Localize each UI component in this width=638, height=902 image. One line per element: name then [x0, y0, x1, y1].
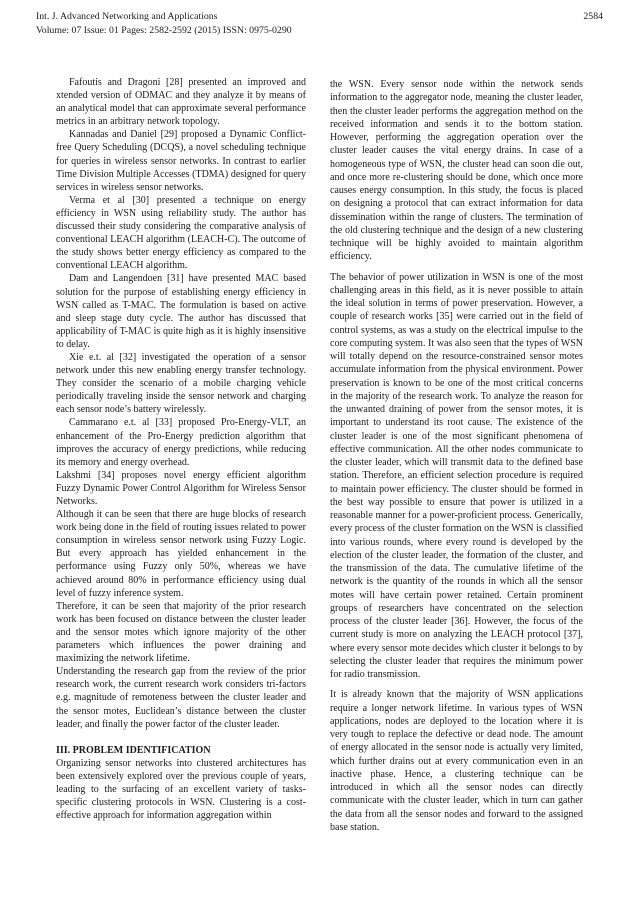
paragraph: Understanding the research gap from the review of the prior research work, the current research work considers tri-factors e.g. magnitude of remoteness between the cluster leader and the sensor motes, Euclidean’s distance between the cluster leader, and finally the power factor of the cluster leader. — [56, 666, 306, 730]
paragraph: Dam and Langendoen [31] have presented MAC based solution for the purpose of establishing energy efficiency in WSN called as T-MAC. The formulation is based on active and sleep stage duty cycle. The author has discussed that applicability of T-MAC is quite high as it is highly insensitive to delay. — [56, 273, 306, 350]
paragraph: Xie e.t. al [32] investigated the operation of a sensor network under this new enabling energy transfer technology. They consider the scenario of a mobile charging vehicle periodically traveling inside the sensor network and charging each sensor node’s battery wirelessly. — [56, 351, 306, 416]
volume-line: Volume: 07 Issue: 01 Pages: 2582-2592 (2015) ISSN: 0975-0290 — [36, 25, 292, 36]
paragraph: Cammarano e.t. al [33] proposed Pro-Energy-VLT, an enhancement of the Pro-Energy prediction algorithm that improves the accuracy of energy predictions, while reducing its memory and energy overhead. — [56, 417, 306, 468]
page-header — [36, 10, 603, 38]
paragraph: Verma et al [30] presented a technique on energy efficiency in WSN using reliability study. The author has discussed their study considering the comparative analysis of conventional LEACH algorithm (LEACH-C). The outcome of the study shows better energy efficiency as compared to the conventional LEACH algorithm. — [56, 194, 306, 272]
paragraph: It is already known that the majority of WSN applications require a longer network lifetime. In various types of WSN applications, nodes are deployed to the location where it is very tough to replace the defective or dead node. The amount of energy allocated in the sensor node is actually very limited, which further drains out at every communication even in an inactive phase. Hence, a clustering technique can be introduced in which all the sensor nodes can directly communicate with the cluster leader, which in turn can gather the data from all the sensor nodes and forward to the assigned base station. — [330, 689, 583, 833]
page-number: 2584 — [583, 11, 603, 22]
paragraph: Fafoutis and Dragoni [28] presented an improved and xtended version of ODMAC and they analyze it by means of an analytical model that can approximate several performance metrics in an arbitrary network topology. — [56, 77, 306, 128]
left-column — [56, 76, 306, 822]
journal-title: Int. J. Advanced Networking and Applications — [36, 11, 218, 22]
paragraph: Therefore, it can be seen that majority of the prior research work has been focused on distance between the cluster leader and the sensor motes which ignore majority of the other parameters which influences the power draining and maximizing the network lifetime. — [56, 600, 306, 665]
paragraph: Lakshmi [34] proposes novel energy efficient algorithm Fuzzy Dynamic Power Control Algorithm for Wireless Sensor Networks. — [56, 469, 306, 507]
section-heading: III. PROBLEM IDENTIFICATION — [56, 744, 211, 756]
paragraph: The behavior of power utilization in WSN is one of the most challenging areas in this field, as it is never possible to attain the ideal solution in terms of power preservation. However, a couple of research works [35] were carried out in the field of control systems, as was a study on the electrical impulse to the core computing system. It was also seen that the types of WSN will totally depend on the resource-constrained sensor motes accumulate information from the physical environment. Power preservation is known to be one of the most critical concerns in the majority of the research work. To analyze the reason for the unwanted draining of power from the sensor motes, it is important to understand its root cause. The existence of the cluster leader is one of the most significant phenomena of effective communication. All the other nodes communicate to the cluster leader, which will transmit data to the defined base station. Therefore, an efficient selection procedure is required to maintain power efficiency. The cluster should be formed in the best way possible to ensure that power is utilized in a reasonable manner for a power-proficient process. Generically, every process of the cluster formation on the WSN is classified into various rounds, where every round is developed by the election of the cluster leader, the formation of the cluster, and the transmission of the data. The cumulative lifetime of the network is the quantity of the rounds in which all the sensor motes will have certain power retained. Certain prominent groups of researchers have concentrated on the selection process of the cluster leader [36]. However, the focus of the current study is more on analyzing the LEACH protocol [37], where every sensor mote decides which cluster it belongs to by selecting the cluster leader that requires the minimum power for radio transmission. — [330, 271, 583, 680]
paragraph: Although it can be seen that there are huge blocks of research work being done in the field of routing issues related to power consumption in wireless sensor network using Fuzzy Logic. But every approach has yielded enhancement in the performance using Fuzzy only 50%, whereas we have achieved around 80% in performance efficiency using dual level of fuzzy inference system. — [56, 509, 306, 599]
paragraph: Organizing sensor networks into clustered architectures has been extensively explored over the previous couple of years, leading to the surfacing of an excellent variety of tasks-specific clustering protocols in WSN. Clustering is a cost-effective approach for information aggregation within — [56, 757, 306, 822]
paragraph: the WSN. Every sensor node within the network sends information to the aggregator node, meaning the cluster leader, then the cluster leader performs the aggregation method on the received information and sends it to the bottom station. However, performing the aggregation operation over the cluster leader causes the vital energy drains. In case of a homogeneous type of WSN, the cluster head can soon die out, and once more re-clustering should be done, which once more causes energy consumption. In this study, the focus is placed on designing a protocol that can extract information for data dissemination within the range of clusters. The termination of the old clustering technique and the design of a new clustering technique will be highly avoided to maintain algorithm efficiency. — [330, 79, 583, 263]
right-column — [330, 78, 583, 834]
paragraph: Kannadas and Daniel [29] proposed a Dynamic Conflict-free Query Scheduling (DCQS), a novel scheduling technique for queries in wireless sensor networks. In contrast to earlier Time Division Multiple Accesses (TDMA) designed for query services in wireless sensor networks. — [56, 129, 306, 193]
